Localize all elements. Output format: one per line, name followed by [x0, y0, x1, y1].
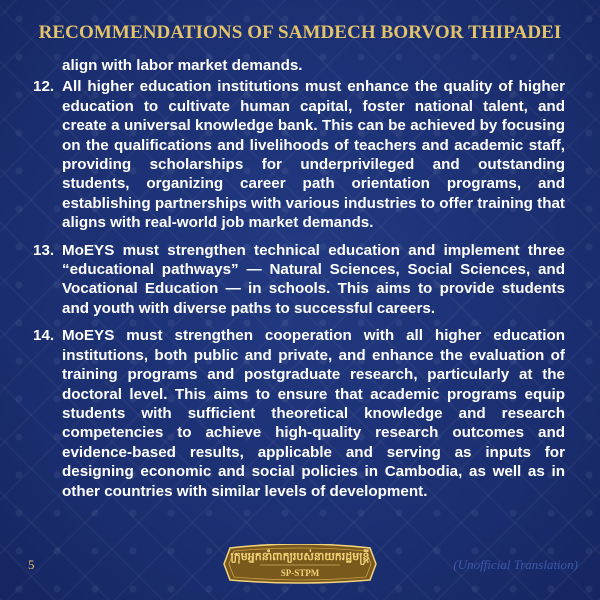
page-number: 5 — [28, 557, 35, 572]
item-text: MoEYS must strengthen technical education and implement three “educational pathways” — Natural Sciences, Social Sciences, and Vocational Education — in schools. This aims to provide students and youth with diverse paths to successful careers. — [62, 241, 565, 317]
emblem-khmer-text: ក្រុមអ្នកនាំពាក្យរបស់នាយករដ្ឋមន្ត្រី — [230, 550, 370, 563]
item-text: MoEYS must strengthen cooperation with all higher education institutions, both public and private, and enhance the evaluation of training programs and postgraduate research, particularly at the doctoral level. This aims to ensure that academic programs equip students with sufficient theoretical knowledge and research competencies to achieve high-quality research outcomes and evidence-based results, applicable and serving as inputs for designing economic and social policies in Cambodia, as well as in other countries with similar levels of development. — [62, 327, 565, 500]
translation-note: (Unofficial Translation) — [453, 557, 578, 572]
item-text: All higher education institutions must enhance the quality of higher education to cultivate human capital, foster national talent, and create a universal knowledge bank. This can be achieved by focusing on the qualifications and livelihoods of teachers and academic staff, providing scholarships for underprivileged and outstanding students, organizing career path orientation programs, and establishing partnerships with various industries to offer training that aligns with real-world job market demands. — [62, 78, 565, 232]
item-number: 14. — [33, 327, 55, 345]
page-title: RECOMMENDATIONS OF SAMDECH BORVOR THIPADEI — [38, 22, 562, 43]
emblem-abbreviation: SP-STPM — [280, 568, 320, 578]
recommendation-list — [33, 56, 565, 509]
item-number: 12. — [33, 78, 55, 96]
continuation-text: align with labor market demands. — [62, 57, 303, 74]
list-item-12 — [33, 77, 565, 232]
list-item-14 — [33, 326, 565, 501]
list-item-13 — [33, 241, 565, 319]
spokesperson-emblem — [220, 544, 380, 584]
item-number: 13. — [33, 241, 55, 259]
